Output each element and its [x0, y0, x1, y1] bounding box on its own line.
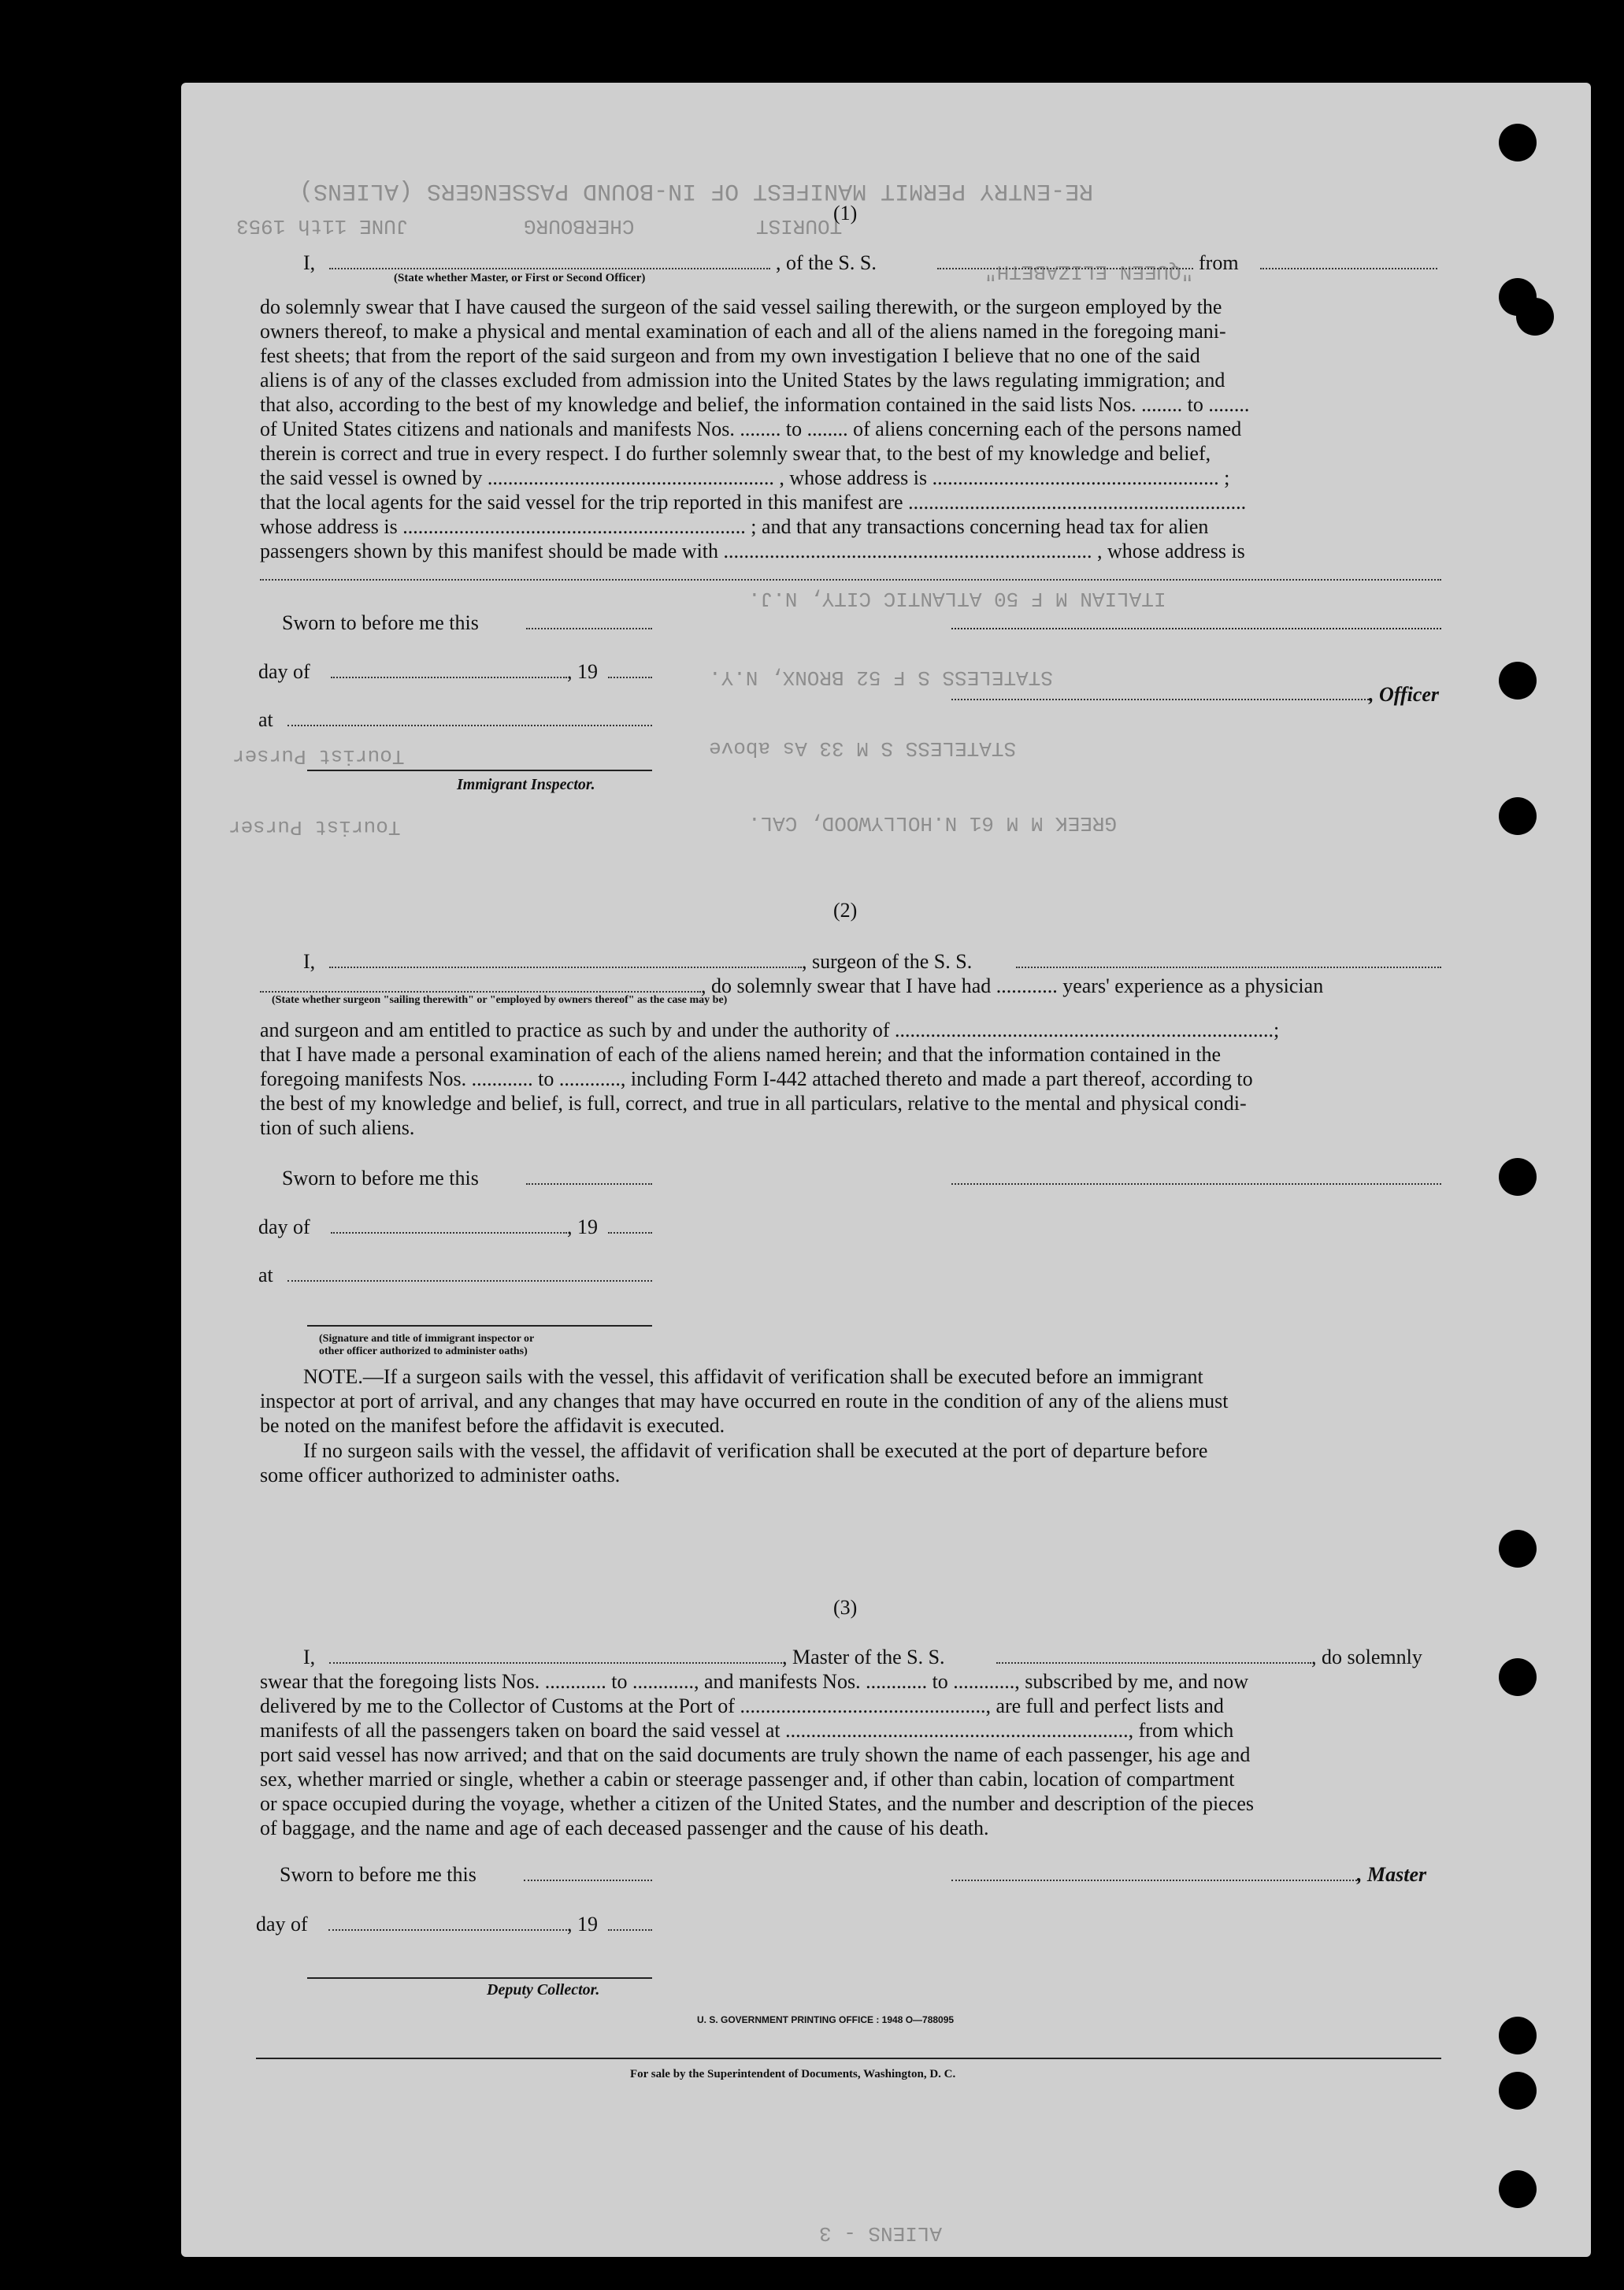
section-2-text: the best of my knowledge and belief, is full, correct, and true in all particulars, relative to the mental and physical condi- — [260, 1092, 1247, 1115]
year-line — [608, 1929, 652, 1931]
master-of-label: , Master of the S. S. — [782, 1646, 945, 1668]
section-2-text: that I have made a personal examination of each of the aliens named herein; and that the information contained in the — [260, 1043, 1222, 1066]
section-3-text: or space occupied during the voyage, whether a citizen of the United States, and the number and description of the pieces — [260, 1792, 1255, 1815]
section-1-text: fest sheets; that from the report of the said surgeon and from my own investigation I believe that no one of the said — [260, 344, 1200, 367]
master-signature-line — [951, 1880, 1357, 1881]
bleed-through-bottom: ALIENS - 3 — [819, 2221, 943, 2245]
punch-hole — [1516, 298, 1554, 336]
officer-line — [951, 699, 1369, 700]
section-1-number: (1) — [833, 202, 858, 225]
section-2-text: tion of such aliens. — [260, 1116, 415, 1139]
officer-name-line — [329, 268, 770, 269]
from-line — [1260, 268, 1437, 269]
at-line — [287, 725, 652, 726]
punch-hole — [1499, 2072, 1537, 2110]
sworn-date-line — [524, 1880, 652, 1881]
surgeon-signature-line — [951, 1183, 1441, 1185]
section-3-i-label: I, — [303, 1646, 316, 1668]
note-text: some officer authorized to administer oaths. — [260, 1464, 621, 1486]
section-1-text: of United States citizens and nationals and manifests Nos. ........ to ........ of aliens concerning each of the persons named — [260, 418, 1242, 440]
master-name-line — [329, 1662, 782, 1664]
gpo-imprint: U. S. GOVERNMENT PRINTING OFFICE : 1948 O—788095 — [697, 2014, 955, 2025]
section-1-text: that also, according to the best of my knowledge and belief, the information contained in the said lists Nos. ........ to ........ — [260, 393, 1250, 416]
bleed-through-purser: Tourist Purser — [232, 744, 405, 768]
bleed-through-header: RE-ENTRY PERMIT MANIFEST OF IN-BOUND PASSENGERS (ALIENS) — [299, 177, 1094, 204]
officer-note: (State whether Master, or First or Second Officer) — [394, 272, 646, 284]
section-1-text: therein is correct and true in every respect. I do further solemnly swear that, to the best of my knowledge and belief, — [260, 442, 1211, 465]
day-of-label: day of — [258, 1216, 310, 1238]
punch-hole — [1499, 797, 1537, 835]
surgeon-ship-line — [1016, 967, 1441, 968]
ship-name-line — [937, 268, 1193, 269]
master-label: , Master — [1357, 1863, 1427, 1886]
bleed-through-purser: Tourist Purser — [228, 815, 401, 839]
sworn-date-line — [526, 1183, 652, 1185]
officer-signature-line — [951, 628, 1441, 629]
punch-hole — [1499, 2017, 1537, 2054]
officer-label: , Officer — [1369, 683, 1440, 706]
day-of-label: day of — [258, 660, 310, 683]
note-text: be noted on the manifest before the affidavit is executed. — [260, 1414, 725, 1437]
signature-note: (Signature and title of immigrant inspector or — [319, 1333, 535, 1345]
section-1-text: passengers shown by this manifest should be made with ........................................................................ , whose address is — [260, 540, 1245, 562]
year-line — [608, 677, 652, 678]
bleed-through-ship: "QUEEN ELIZABETH" — [984, 260, 1194, 284]
signature-note: other officer authorized to administer oaths) — [319, 1345, 528, 1357]
footer-rule — [256, 2058, 1441, 2059]
year-line — [608, 1232, 652, 1234]
sworn-label: Sworn to before me this — [280, 1863, 476, 1886]
note-text: NOTE.—If a surgeon sails with the vessel, this affidavit of verification shall be executed before an immigrant — [303, 1365, 1203, 1388]
experience-text: , do solemnly swear that I have had ............ years' experience as a physician — [701, 974, 1324, 997]
sworn-date-line — [526, 628, 652, 629]
day-of-label: day of — [256, 1913, 308, 1936]
day-line — [331, 677, 567, 678]
section-2-text: and surgeon and am entitled to practice as such by and under the authority of ..........................................................................; — [260, 1019, 1280, 1041]
sale-notice: For sale by the Superintendent of Documents, Washington, D. C. — [630, 2068, 956, 2080]
inspector-signature-line — [307, 770, 652, 771]
section-3-text: of baggage, and the name and age of each deceased passenger and the cause of his death. — [260, 1817, 989, 1839]
bleed-through-row: ITALIAN M F 50 ATLANTIC CITY, N.J. — [748, 587, 1166, 611]
note-text: If no surgeon sails with the vessel, the affidavit of verification shall be executed at the port of departure before — [303, 1439, 1208, 1462]
section-1-text: whose address is ................................................................... ; and that any transactions concerning head tax for alien — [260, 515, 1209, 538]
section-3-text: swear that the foregoing lists Nos. ............ to ............, and manifests Nos. ............ to ............, subscribed by me, and now — [260, 1670, 1249, 1693]
note-text: inspector at port of arrival, and any changes that may have occurred en route in the condition of any of the aliens must — [260, 1390, 1229, 1412]
deputy-signature-line — [307, 1977, 652, 1979]
master-ship-line — [996, 1662, 1311, 1664]
bleed-through-port: CHERBOURG — [524, 214, 635, 238]
inspector-label: Immigrant Inspector. — [457, 776, 595, 793]
section-1-text: owners thereof, to make a physical and mental examination of each and all of the aliens named in the foregoing mani- — [260, 320, 1226, 343]
section-2-number: (2) — [833, 899, 858, 922]
section-3-number: (3) — [833, 1596, 858, 1619]
section-1-text: aliens is of any of the classes excluded from admission into the United States by the laws regulating immigration; and — [260, 369, 1225, 392]
officer-signature-line — [307, 1325, 652, 1327]
punch-hole — [1499, 2170, 1537, 2208]
surgeon-of-label: , surgeon of the S. S. — [802, 950, 973, 973]
section-3-text: delivered by me to the Collector of Customs at the Port of ................................................, are full and perfect lists and — [260, 1694, 1224, 1717]
at-line — [287, 1280, 652, 1282]
section-3-text: port said vessel has now arrived; and that on the said documents are truly shown the name of each passenger, his age and — [260, 1743, 1251, 1766]
address-line — [260, 579, 1441, 581]
punch-hole — [1499, 124, 1537, 161]
section-1-text: the said vessel is owned by ........................................................ , whose address is ........................................................ ; — [260, 466, 1230, 489]
day-line — [328, 1929, 567, 1931]
surgeon-note: (State whether surgeon "sailing therewith" or "employed by owners thereof" as the case may be) — [272, 994, 728, 1006]
at-label: at — [258, 708, 273, 731]
section-2-i-label: I, — [303, 950, 316, 973]
bleed-through-row: STATELESS S F 52 BRONX, N.Y. — [709, 666, 1053, 689]
surgeon-status-line — [260, 991, 701, 993]
at-label: at — [258, 1264, 273, 1286]
year-label: , 19 — [567, 1216, 598, 1238]
punch-hole — [1499, 1530, 1537, 1568]
section-2-text: foregoing manifests Nos. ............ to ............, including Form I-442 attached thereto and made a part thereof, according to — [260, 1067, 1253, 1090]
bleed-through-class: TOURIST — [756, 214, 843, 238]
solemnly-label: , do solemnly — [1311, 1646, 1422, 1668]
punch-hole — [1499, 1658, 1537, 1696]
section-1-i-label: I, — [303, 251, 316, 274]
section-3-text: manifests of all the passengers taken on board the said vessel at ..................................................................., from which — [260, 1719, 1234, 1742]
bleed-through-date: JUNE 11th 1953 — [236, 214, 409, 238]
year-label: , 19 — [567, 1913, 598, 1936]
sworn-label: Sworn to before me this — [282, 1167, 479, 1190]
day-line — [331, 1232, 567, 1234]
bleed-through-row: STATELESS S M 33 As above — [709, 737, 1017, 760]
punch-hole — [1499, 662, 1537, 700]
of-ss-label: , of the S. S. — [776, 251, 877, 274]
from-label: from — [1199, 251, 1239, 274]
bleed-through-row: GREEK M M 61 N.HOLLYWOOD, CAL. — [748, 811, 1118, 835]
section-3-text: sex, whether married or single, whether a cabin or steerage passenger and, if other than cabin, location of compartment — [260, 1768, 1235, 1791]
year-label: , 19 — [567, 660, 598, 683]
sworn-label: Sworn to before me this — [282, 611, 479, 634]
section-1-text: that the local agents for the said vessel for the trip reported in this manifest are .................................................................. — [260, 491, 1247, 514]
punch-hole — [1499, 1158, 1537, 1196]
deputy-label: Deputy Collector. — [487, 1981, 600, 1999]
surgeon-name-line — [329, 967, 802, 968]
section-1-text: do solemnly swear that I have caused the surgeon of the said vessel sailing therewith, or the surgeon employed by the — [260, 295, 1222, 318]
